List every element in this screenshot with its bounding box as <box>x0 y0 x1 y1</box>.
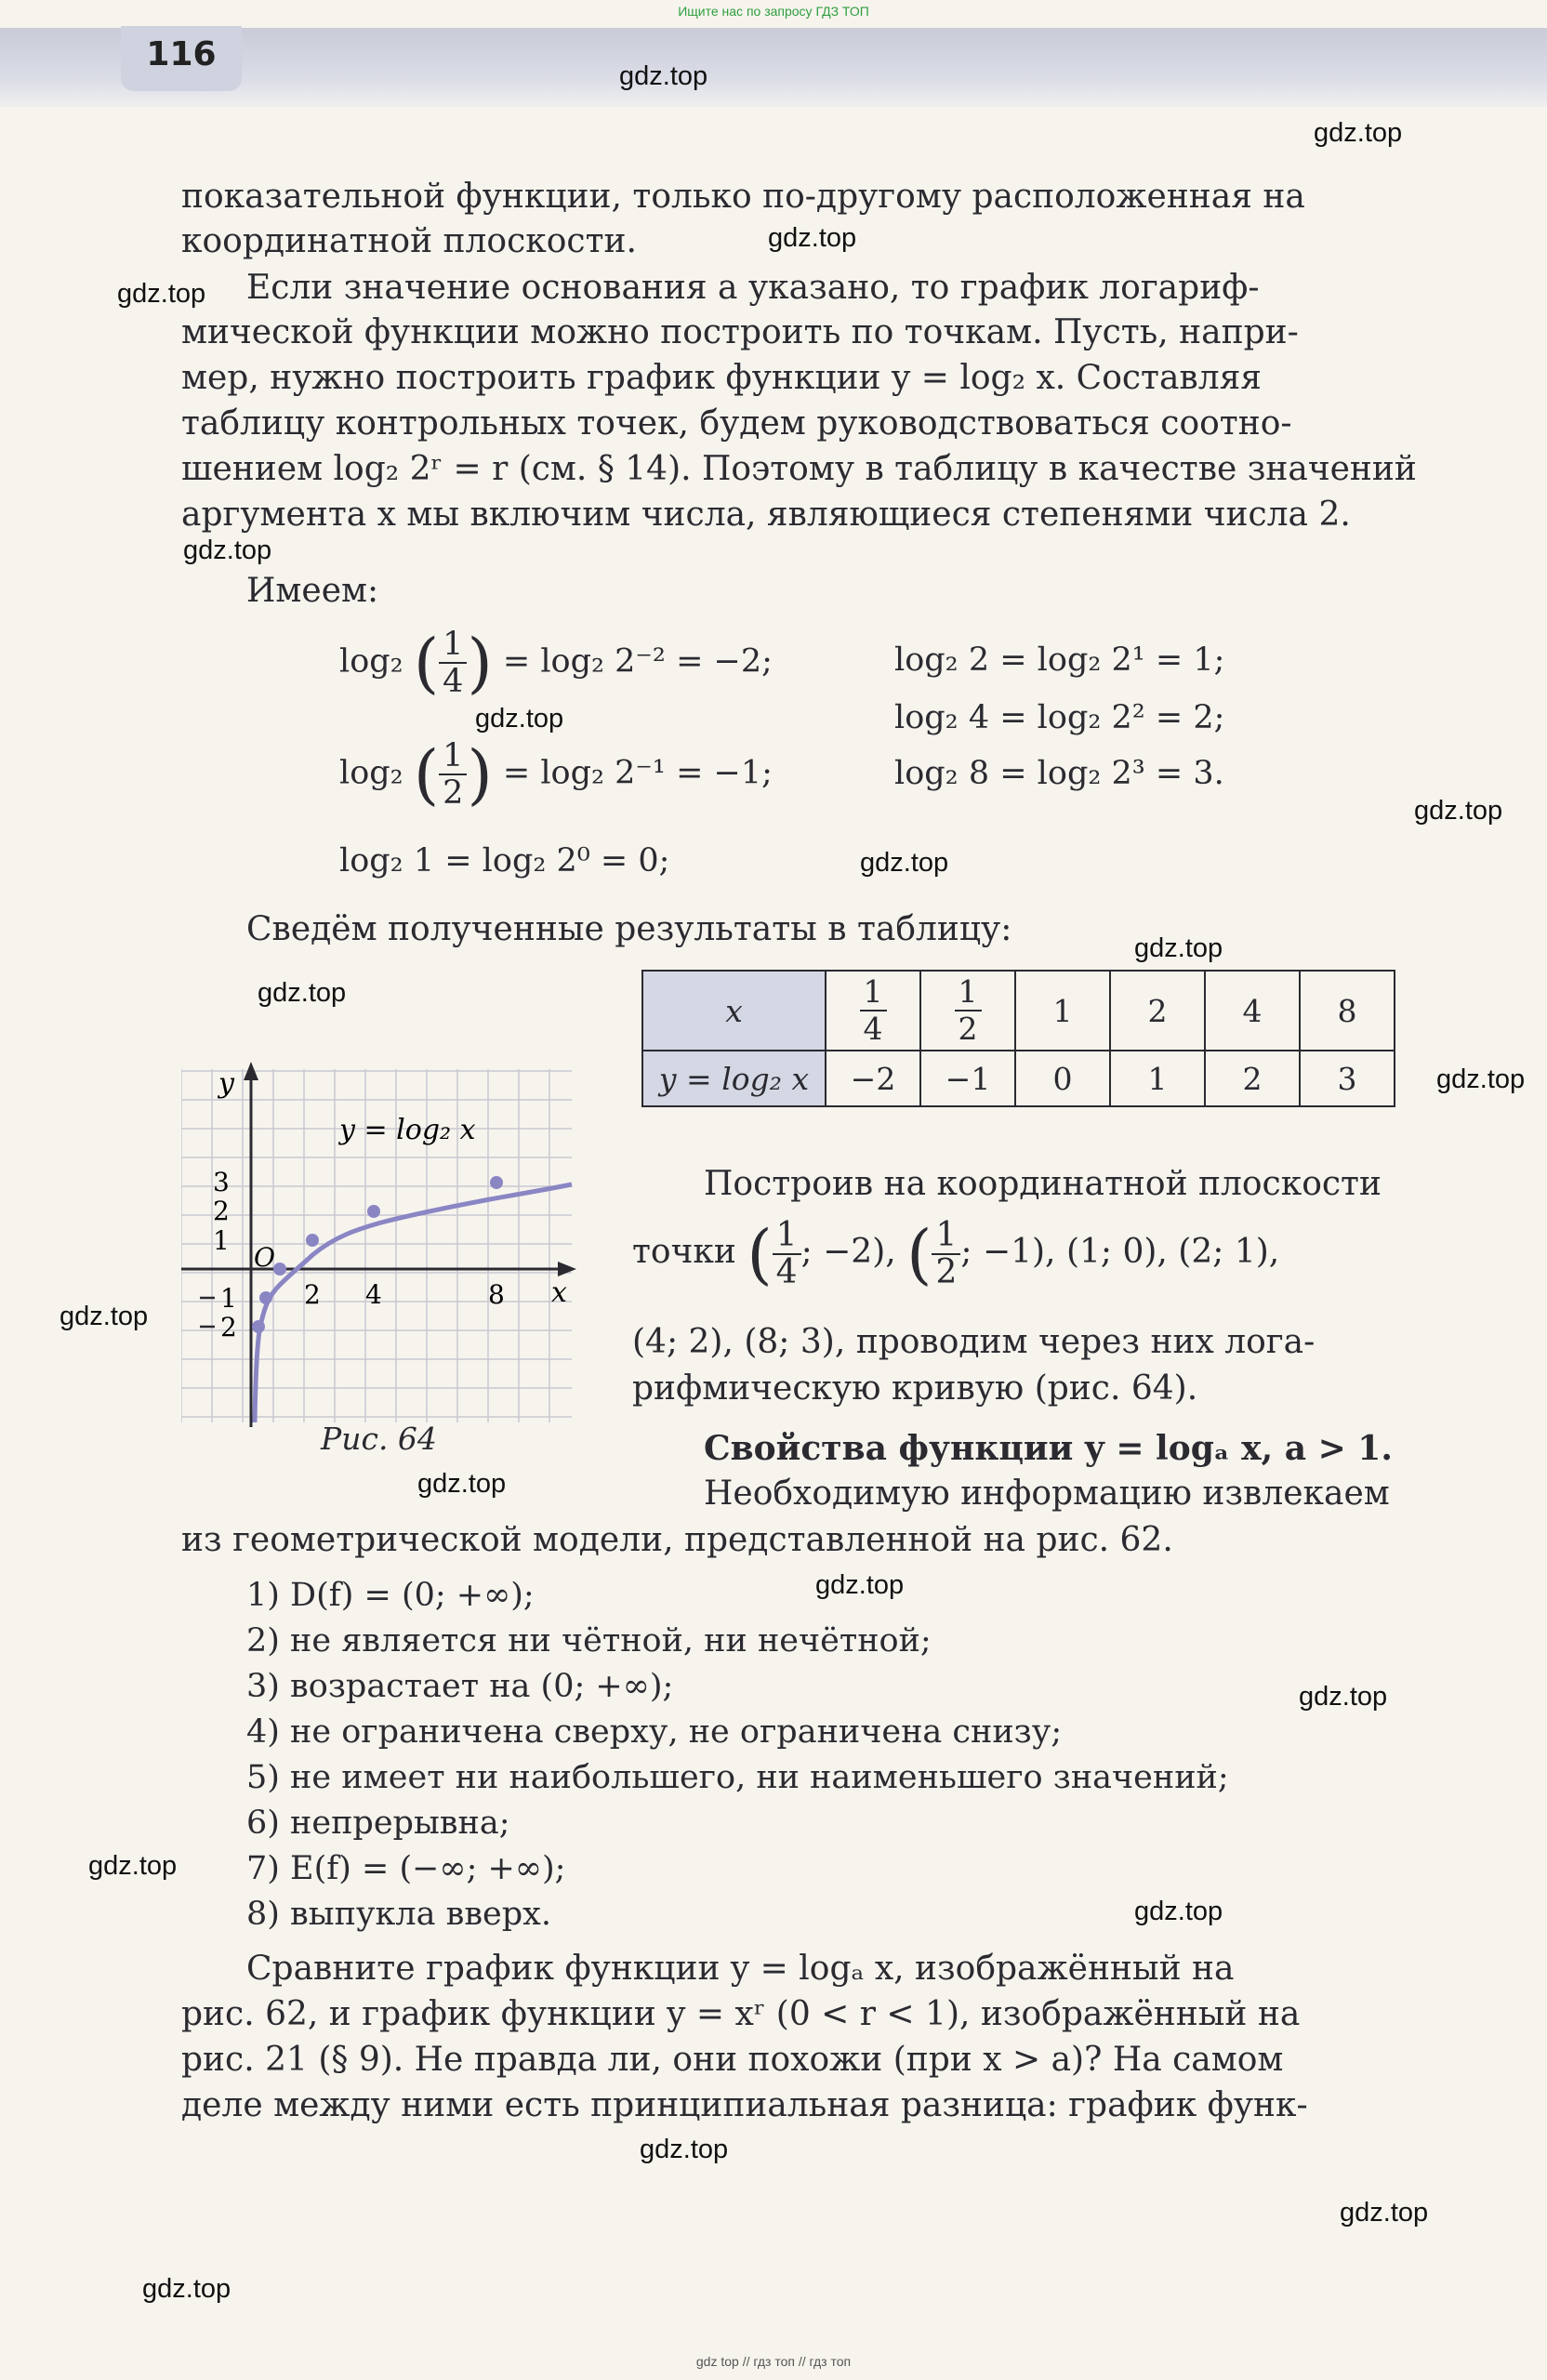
table-cell: 1 <box>1015 971 1110 1051</box>
list-item: 1) D(f) = (0; +∞); <box>246 1577 535 1614</box>
table-cell <box>826 971 920 1051</box>
numerator: 1 <box>932 1218 960 1255</box>
y-tick-label: 1 <box>213 1225 230 1256</box>
text-line: показательной функции, только по-другому расположенная на <box>181 178 1305 216</box>
formula-log-two: log₂ 2 = log₂ 2¹ = 1; <box>894 641 1225 679</box>
curve-label: y = log₂ x <box>339 1114 476 1146</box>
watermark: gdz.top <box>117 279 206 309</box>
list-item: 7) E(f) = (−∞; +∞); <box>246 1850 566 1887</box>
graph-point <box>367 1205 380 1218</box>
paren-glyph: ) <box>467 736 493 813</box>
formula-log-quarter <box>339 625 773 701</box>
watermark: gdz.top <box>768 223 857 253</box>
top-banner[interactable]: Ищите нас по запросу ГДЗ ТОП <box>678 4 869 19</box>
graph-point <box>273 1263 286 1276</box>
numerator: 1 <box>439 738 467 775</box>
list-item: 6) непрерывна; <box>246 1805 510 1842</box>
formula-log-one: log₂ 1 = log₂ 2⁰ = 0; <box>339 842 670 879</box>
text-line: аргумента x мы включим числа, являющиеся степенями числа 2. <box>181 496 1351 534</box>
watermark: gdz.top <box>1414 796 1503 826</box>
y-tick-label: 2 <box>220 1312 237 1342</box>
properties-heading: Свойства функции y = logₐ x, a > 1. <box>704 1429 1393 1468</box>
table-header-y: y = log₂ x <box>642 1051 826 1106</box>
paren-glyph: ) <box>467 625 493 701</box>
text-line: шением log₂ 2ʳ = r (см. § 14). Поэтому в таблицу в качестве значений <box>181 450 1417 488</box>
table-cell: 8 <box>1300 971 1395 1051</box>
watermark: gdz.top <box>1436 1064 1526 1094</box>
watermark: gdz.top <box>183 536 272 565</box>
text-line: Имеем: <box>246 572 379 610</box>
denominator: 2 <box>443 774 464 812</box>
watermark: gdz.top <box>475 704 564 734</box>
graph-point <box>306 1234 319 1247</box>
watermark: gdz.top <box>142 2274 231 2304</box>
table-cell: −1 <box>920 1051 1015 1106</box>
y-tick-label: 3 <box>213 1167 230 1197</box>
denominator: 2 <box>935 1253 958 1291</box>
watermark: gdz.top <box>640 2135 729 2164</box>
numerator: 1 <box>773 1218 801 1255</box>
watermark: gdz.top <box>60 1302 149 1331</box>
text-line <box>632 1218 1279 1290</box>
fraction <box>932 1218 960 1290</box>
graph-point <box>490 1176 503 1189</box>
x-tick-label: 2 <box>304 1279 321 1310</box>
list-item: 8) выпукла вверх. <box>246 1896 552 1933</box>
x-tick-label: 8 <box>488 1279 505 1310</box>
formula-text: = log₂ 2⁻¹ = −1; <box>502 754 773 792</box>
denominator: 4 <box>775 1253 798 1291</box>
y-tick-label: 1 <box>220 1283 237 1314</box>
paren-glyph: ( <box>413 736 440 813</box>
bottom-banner[interactable]: gdz top // гдз топ // гдз топ <box>695 2354 852 2369</box>
list-item: 3) возрастает на (0; +∞); <box>246 1668 674 1705</box>
numerator: 1 <box>955 974 982 1012</box>
text-line: Если значение основания a указано, то график логариф- <box>246 269 1260 307</box>
text-line: мер, нужно построить график функции y = log₂ x. Составляя <box>181 359 1262 397</box>
denominator: 2 <box>958 1011 978 1047</box>
x-tick-label: 4 <box>365 1279 382 1310</box>
watermark: gdz.top <box>417 1469 507 1499</box>
text-line: Необходимую информацию извлекаем <box>704 1474 1390 1513</box>
values-table <box>641 970 1395 1107</box>
text-line: Построив на координатной плоскости <box>704 1165 1382 1203</box>
text-line: рифмическую кривую (рис. 64). <box>632 1369 1198 1408</box>
denominator: 4 <box>443 663 464 700</box>
watermark: gdz.top <box>1299 1682 1388 1712</box>
text-fragment: ; −2), <box>800 1233 896 1271</box>
denominator: 4 <box>863 1011 883 1047</box>
text-line: таблицу контрольных точек, будем руководствоваться соотно- <box>181 404 1292 443</box>
x-axis-arrow <box>558 1262 576 1276</box>
table-cell: 2 <box>1110 971 1205 1051</box>
numerator: 1 <box>860 974 887 1012</box>
y-tick-label: 2 <box>213 1196 230 1226</box>
origin-label: O <box>254 1242 275 1273</box>
fraction <box>773 1218 801 1290</box>
watermark: gdz.top <box>1340 2198 1429 2228</box>
table-cell: 1 <box>1110 1051 1205 1106</box>
watermark: gdz.top <box>1314 118 1403 148</box>
text-line: (4; 2), (8; 3), проводим через них лога- <box>632 1323 1316 1361</box>
formula-text: = log₂ 2⁻² = −2; <box>502 642 773 681</box>
text-fragment: точки <box>632 1233 736 1271</box>
watermark: gdz.top <box>1134 1897 1223 1926</box>
list-item: 4) не ограничена сверху, не ограничена снизу; <box>246 1713 1063 1751</box>
watermark: gdz.top <box>88 1851 178 1881</box>
watermark: gdz.top <box>619 61 708 91</box>
graph-point <box>259 1291 272 1304</box>
formula-text: log₂ <box>339 642 403 681</box>
graph-point <box>252 1320 265 1333</box>
formula-log-half <box>339 736 773 813</box>
text-line: рис. 62, и график функции y = xʳ (0 < r < 1), изображённый на <box>181 1995 1301 2033</box>
watermark: gdz.top <box>1134 933 1223 963</box>
log-graph <box>181 1060 590 1432</box>
log-curve <box>255 1184 572 1422</box>
watermark: gdz.top <box>860 848 949 878</box>
paren-glyph: ( <box>747 1216 773 1292</box>
list-item: 5) не имеет ни наибольшего, ни наименьшего значений; <box>246 1759 1229 1796</box>
table-cell <box>920 971 1015 1051</box>
table-intro: Сведём полученные результаты в таблицу: <box>246 910 1012 948</box>
figure-caption: Рис. 64 <box>321 1421 437 1457</box>
table-header-x: x <box>642 971 826 1051</box>
fraction <box>439 738 467 811</box>
y-axis-label: y <box>218 1067 234 1100</box>
list-item: 2) не является ни чётной, ни нечётной; <box>246 1622 932 1659</box>
text-line: мической функции можно построить по точкам. Пусть, напри- <box>181 313 1299 351</box>
formula-text: log₂ <box>339 754 403 792</box>
text-line: из геометрической модели, представленной на рис. 62. <box>181 1521 1173 1559</box>
table-cell: 3 <box>1300 1051 1395 1106</box>
table-cell: 4 <box>1205 971 1300 1051</box>
table-cell: −2 <box>826 1051 920 1106</box>
text-fragment: ; −1), (1; 0), (2; 1), <box>960 1233 1280 1271</box>
fraction <box>860 974 887 1047</box>
table-cell: 2 <box>1205 1051 1300 1106</box>
table-cell: 0 <box>1015 1051 1110 1106</box>
numerator: 1 <box>439 627 467 664</box>
paren-glyph: ( <box>413 625 440 701</box>
formula-log-four: log₂ 4 = log₂ 2² = 2; <box>894 699 1225 736</box>
watermark: gdz.top <box>815 1570 905 1600</box>
page-number: 116 <box>121 26 242 91</box>
text-line: Сравните график функции y = logₐ x, изображённый на <box>246 1950 1235 1988</box>
text-line: рис. 21 (§ 9). Не правда ли, они похожи (при x > a)? На самом <box>181 2041 1284 2079</box>
fraction <box>955 974 982 1047</box>
fraction <box>439 627 467 699</box>
text-line: деле между ними есть принципиальная разница: график функ- <box>181 2086 1308 2124</box>
x-axis-label: x <box>551 1276 567 1309</box>
formula-log-eight: log₂ 8 = log₂ 2³ = 3. <box>894 755 1224 792</box>
paren-glyph: ( <box>906 1216 932 1292</box>
watermark: gdz.top <box>258 978 347 1008</box>
text-line: координатной плоскости. <box>181 222 637 260</box>
